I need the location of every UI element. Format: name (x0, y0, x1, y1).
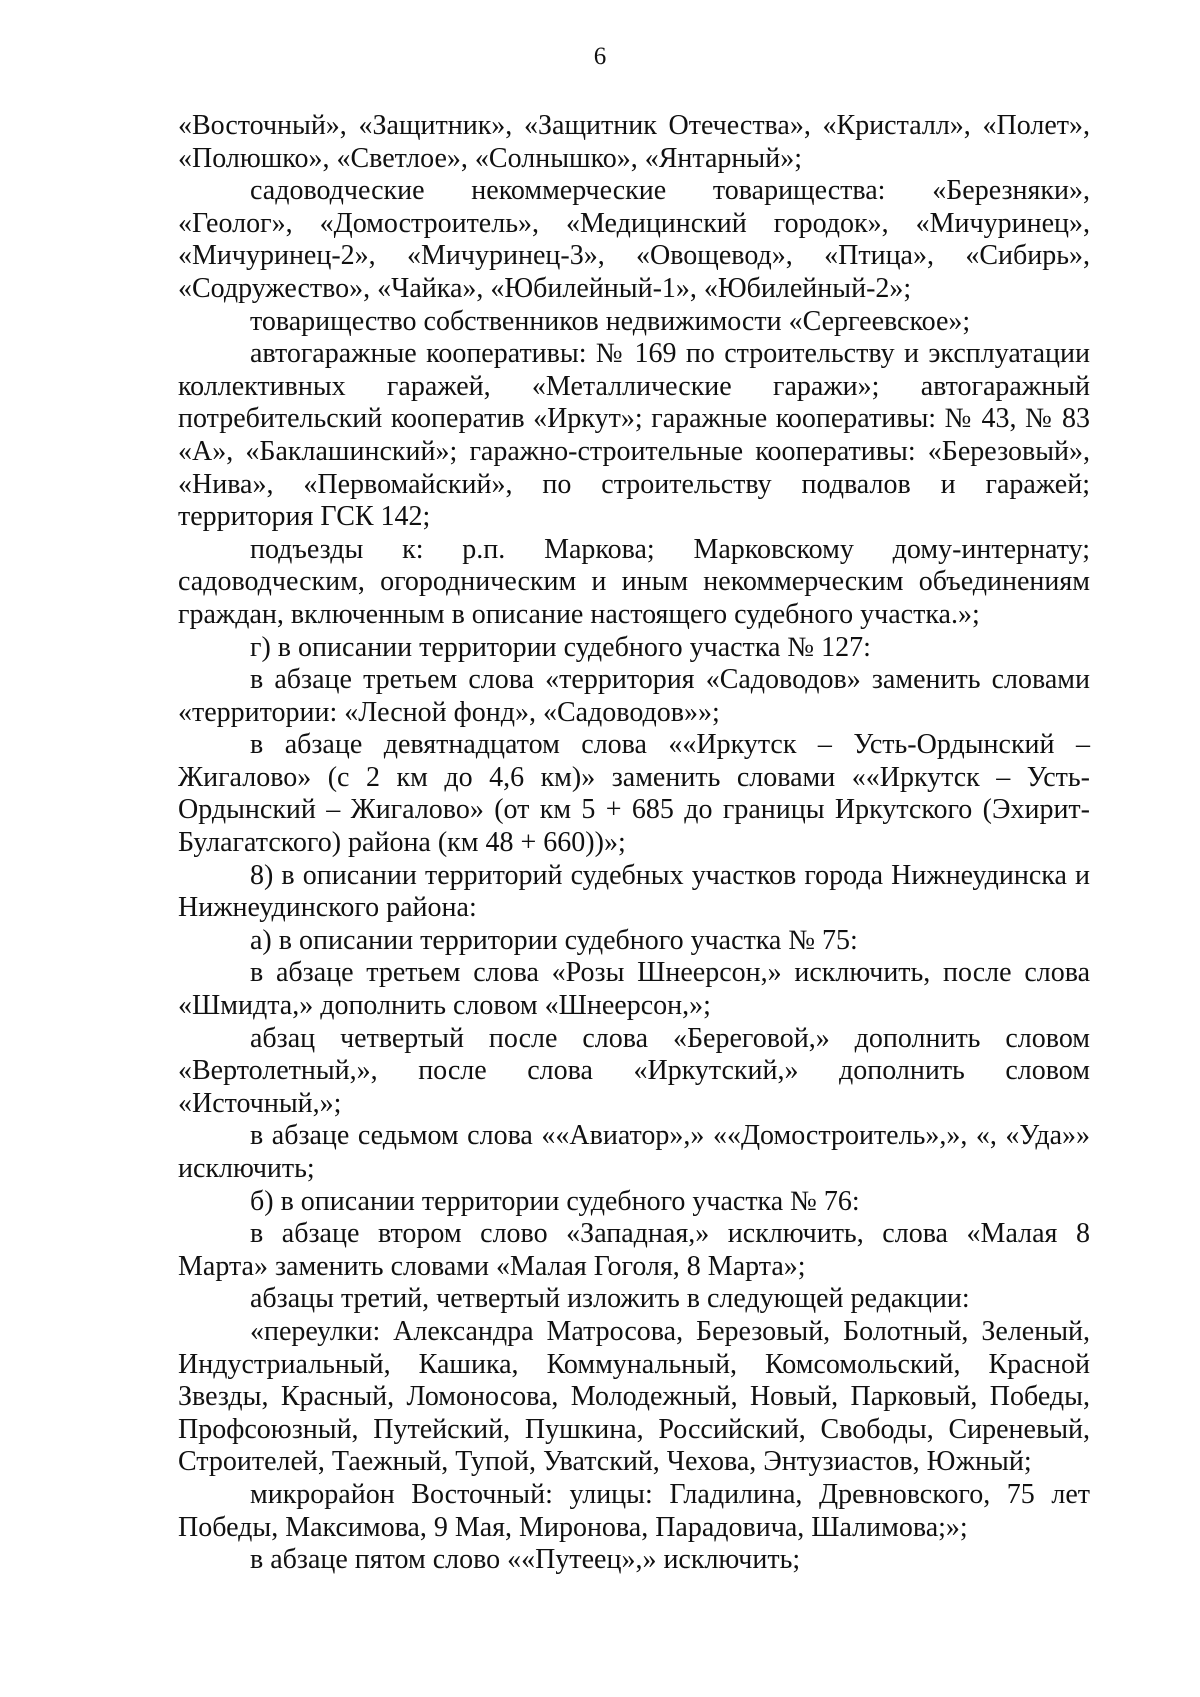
paragraph: автогаражные кооперативы: № 169 по строительству и эксплуатации коллективных гаражей, «Металлические гаражи»; автогаражный потребительский кооператив «Иркут»; гаражные кооперативы: № 43, № 83 «А», «Баклашинский»; гаражно-строительные кооперативы: «Березовый», «Нива», «Первомайский», по строительству подвалов и гаражей; территория ГСК 142; (178, 338, 1090, 533)
paragraph: «переулки: Александра Матросова, Березовый, Болотный, Зеленый, Индустриальный, Кашика, Коммунальный, Комсомольский, Красной Звезды, Красный, Ломоносова, Молодежный, Новый, Парковый, Победы, Профсоюзный, Путейский, Пушкина, Российский, Свободы, Сиреневый, Строителей, Таежный, Тупой, Уватский, Чехова, Энтузиастов, Южный; (178, 1315, 1090, 1478)
paragraph: абзац четвертый после слова «Береговой,» дополнить словом «Вертолетный,», после слова «Иркутский,» дополнить словом «Источный,»; (178, 1022, 1090, 1119)
paragraph: а) в описании территории судебного участка № 75: (250, 924, 858, 956)
paragraph: 8) в описании территорий судебных участков города Нижнеудинска и Нижнеудинского района: (178, 859, 1090, 924)
paragraph: подъезды к: р.п. Маркова; Марковскому дому-интернату; садоводческим, огородническим и иным некоммерческим объединениям граждан, включенным в описание настоящего судебного участка.»; (178, 533, 1090, 630)
paragraph: в абзаце третьем слова «территория «Садоводов» заменить словами «территории: «Лесной фонд», «Садоводов»»; (178, 664, 1090, 728)
paragraph: в абзаце пятом слово ««Путеец»,» исключить; (250, 1544, 801, 1576)
paragraph: в абзаце седьмом слова ««Авиатор»,» ««Домостроитель»,», «, «Уда»» исключить; (178, 1120, 1090, 1184)
document-body (178, 110, 1090, 1577)
paragraph: садоводческие некоммерческие товарищества: «Березняки», «Геолог», «Домостроитель», «Медицинский городок», «Мичуринец», «Мичуринец-2», «Мичуринец-3», «Овощевод», «Птица», «Сибирь», «Содружество», «Чайка», «Юбилейный-1», «Юбилейный-2»; (178, 175, 1090, 304)
paragraph: микрорайон Восточный: улицы: Гладилина, Древновского, 75 лет Победы, Максимова, 9 Мая, Миронова, Парадовича, Шалимова;»; (178, 1478, 1090, 1543)
page-number: 6 (593, 43, 607, 70)
paragraph: в абзаце третьем слова «Розы Шнеерсон,» исключить, после слова «Шмидта,» дополнить словом «Шнеерсон,»; (178, 957, 1090, 1022)
paragraph: в абзаце девятнадцатом слова ««Иркутск – Усть-Ордынский – Жигалово» (с 2 км до 4,6 км)» заменить словами ««Иркутск – Усть-Ордынский – Жигалово» (от км 5 + 685 до границы Иркутского (Эхирит-Булагатского) района (км 48 + 660))»; (178, 729, 1090, 859)
paragraph: абзацы третий, четвертый изложить в следующей редакции: (250, 1283, 970, 1315)
paragraph: товарищество собственников недвижимости «Сергеевское»; (250, 305, 971, 337)
paragraph: б) в описании территории судебного участка № 76: (250, 1185, 860, 1217)
paragraph: г) в описании территории судебного участка № 127: (250, 631, 871, 663)
paragraph: в абзаце втором слово «Западная,» исключить, слова «Малая 8 Марта» заменить словами «Малая Гоголя, 8 Марта»; (178, 1218, 1090, 1282)
paragraph: «Восточный», «Защитник», «Защитник Отечества», «Кристалл», «Полет», «Полюшко», «Светлое», «Солнышко», «Янтарный»; (178, 110, 1090, 174)
